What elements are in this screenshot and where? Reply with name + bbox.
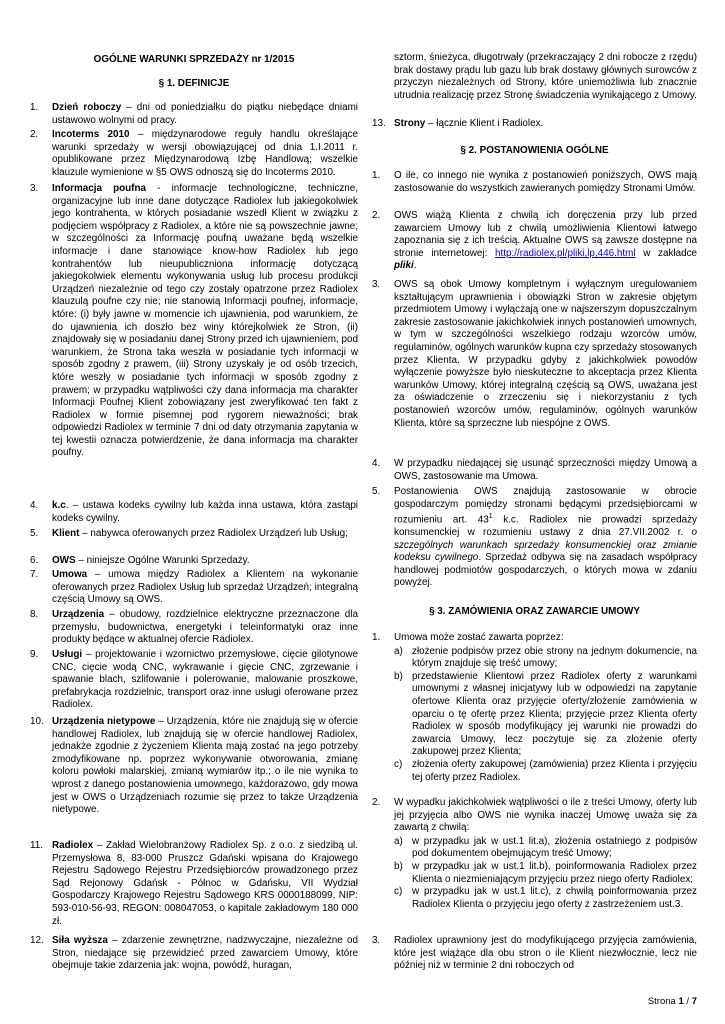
definition-item bbox=[30, 840, 358, 928]
orders-text: W wypadku jakichkolwiek wątpliwości o ile z treści Umowy, oferty lub jej przyjęcia albo OWS nie wynika inaczej Umowę uważa się za zawartą z chwilą: bbox=[394, 797, 697, 834]
sub-item-letter: b) bbox=[394, 670, 403, 682]
definition-text: – międzynarodowe reguły handlu określające warunki sprzedaży w wersji obowiązującej od dnia 1.I.2011 r. opublikowane przez Międzynarodową Izbę Handlową; wszelkie klauzule wymienione w §5 OWS odnoszą się do Incoterms 2010. bbox=[52, 129, 358, 178]
item-number: 5. bbox=[30, 528, 39, 539]
item-number: 2. bbox=[30, 129, 39, 140]
definition-item bbox=[30, 129, 358, 179]
general-text-emphasis: pliki bbox=[394, 260, 414, 272]
sub-item-letter: a) bbox=[394, 835, 403, 847]
definition-term: Incoterms 2010 bbox=[52, 129, 130, 140]
item-number: 10. bbox=[30, 716, 44, 727]
section-heading-orders: § 3. ZAMÓWIENIA ORAZ ZAWARCIE UMOWY bbox=[429, 606, 640, 617]
definition-item bbox=[372, 118, 697, 131]
definition-text: – umowa między Radiolex a Klientem na wykonanie oferowanych przez Radiolex Usług lub sprzedaż Urządzeń; integralną częścią Umowy są OWS. bbox=[52, 569, 358, 606]
general-item bbox=[372, 170, 697, 195]
definition-term: Umowa bbox=[52, 569, 88, 580]
sub-item bbox=[394, 671, 697, 759]
item-number: 2. bbox=[372, 210, 381, 221]
definition-term: Dzień roboczy bbox=[52, 102, 122, 113]
item-number: 1. bbox=[372, 632, 381, 643]
sub-item-letter: c) bbox=[394, 758, 403, 770]
definition-text: – Urządzenia, które nie znajdują się w ofercie handlowej Radiolex, lub znajdują się w ofercie handlowej Radiolex, jednakże zgodnie z życzeniem Klienta mają zostać na jego potrzeby zmodyfikowane np. poprzez wykonywanie otworowania, zmianę koloru powłoki malarskiej, zmianą wymiarów itp.; o ile nie wynika to wprost z danego postanowienia umownego, każdorazowo, gdy mowa jest w OWS o Urządzeniach rozumie się przez to także Urządzenia nietypowe. bbox=[52, 716, 358, 816]
general-text-italic: o szczególnych warunkach sprzedaży konsumenckiej oraz zmianie kodeksu cywilnego bbox=[394, 527, 697, 564]
definition-item bbox=[30, 716, 358, 817]
definition-item bbox=[30, 649, 358, 712]
superscript: 1 bbox=[488, 513, 493, 521]
document-title: OGÓLNE WARUNKI SPRZEDAŻY nr 1/2015 bbox=[93, 54, 295, 65]
definition-term: Usługi bbox=[52, 649, 83, 660]
orders-item bbox=[372, 935, 697, 973]
item-number: 8. bbox=[30, 609, 39, 620]
item-number: 6. bbox=[30, 555, 39, 566]
general-text: Postanowienia OWS znajdują zastosowanie w obrocie gospodarczym pomiędzy stronami będącymi przedsiębiorcami w rozumieniu art. 43 bbox=[394, 486, 697, 526]
item-number: 12. bbox=[30, 935, 44, 946]
definition-text: – obudowy, rozdzielnice elektryczne przeznaczone dla przemysłu, budownictwa, energetyki i teleinformatyki oraz inne produkty będące w aktualnej ofercie Radiolex. bbox=[52, 609, 358, 646]
general-item bbox=[372, 486, 697, 590]
sub-item-letter: b) bbox=[394, 860, 403, 872]
sub-item-text: w przypadku jak w ust.1 lit.b), poinformowania Radiolex przez Klienta o niezmieniającym przyjęciu przez niego oferty Radiolex; bbox=[412, 860, 697, 885]
definition-text: . – ustawa kodeks cywilny lub każda inna ustawa, która zastąpi kodeks cywilny. bbox=[52, 500, 358, 524]
definition-term: Klient bbox=[52, 528, 80, 539]
sub-item bbox=[394, 886, 697, 911]
sub-item-text: złożenia oferty zakupowej (zamówienia) przez Klienta i przyjęciu tej oferty przez Radiolex. bbox=[412, 758, 697, 783]
sub-item bbox=[394, 861, 697, 886]
item-number: 4. bbox=[30, 500, 39, 511]
sub-item-letter: c) bbox=[394, 886, 403, 898]
item-number: 3. bbox=[372, 279, 381, 290]
orders-item bbox=[372, 797, 697, 911]
item-number: 2. bbox=[372, 797, 381, 808]
sub-item-text: przedstawienie Klientowi przez Radiolex oferty z warunkami umownymi z własnej inicjatywy lub w odpowiedzi na zapytanie ofertowe Klienta oraz przyjęcie oferty/złożenie zamówienia w oparciu o tę ofertę przez Klienta; przyjęcie przez Klienta oferty Radiolex w sposób modyfikujący jej warunki nie prowadzi do zawarcia Umowy, lecz poczytuje się za złożenie oferty zakupowej przez Klienta; bbox=[412, 670, 697, 758]
definition-term: Informacja poufna bbox=[52, 183, 146, 194]
section-heading-general: § 2. POSTANOWIENIA OGÓLNE bbox=[460, 145, 609, 156]
orders-text: Umowa może zostać zawarta poprzez: bbox=[394, 632, 564, 643]
definition-text: sztorm, śnieżyca, długotrwały (przekraczający 2 dni robocze z rzędu) brak dostawy prądu lub gazu lub brak dostawy głównych surowców z przyczyn niezależnych od Strony, które uniemożliwia lub znacznie utrudnia realizację przez Stronę świadczenia wynikającego z Umowy. bbox=[394, 52, 697, 101]
definition-term: Urządzenia nietypowe bbox=[52, 716, 156, 727]
item-number: 1. bbox=[30, 102, 39, 113]
section-heading-definitions: § 1. DEFINICJE bbox=[158, 78, 230, 89]
general-text: k.c. Radiolex nie prowadzi sprzedaży konsumenckiej w rozumieniu ustawy z dnia 27.VII.2002 r. bbox=[394, 514, 697, 539]
general-text: OWS wiążą Klienta z chwilą ich doręczenia przy lub przed zawarciem Umowy lub z chwilą umożliwienia Klientowi łatwego zapoznania się z ich treścią. Aktualne OWS są zawsze dostępne na stronie internetowej: bbox=[394, 210, 697, 259]
sub-item bbox=[394, 759, 697, 784]
orders-item bbox=[372, 632, 697, 784]
definition-item bbox=[30, 555, 358, 568]
general-text: . bbox=[413, 260, 417, 272]
definition-text: – nabywca oferowanych przez Radiolex Urządzeń lub Usług; bbox=[79, 528, 348, 539]
sub-item-letter: a) bbox=[394, 645, 403, 657]
orders-text: Radiolex uprawniony jest do modyfikującego przyjęcia zamówienia, które jest wiążące dla obu stron o ile Klient niezwłocznie, lecz nie później niż w terminie 2 dni roboczych od bbox=[394, 935, 697, 972]
definition-item bbox=[30, 569, 358, 607]
definition-text: – projektowanie i wzornictwo przemysłowe, cięcie gilotynowe CNC, cięcie wodą CNC, wykrawanie i gięcie CNC, zgrzewanie i spawanie blach, szlifowanie i polerowanie, malowanie proszkowe, prefabrykacja rozdzielnic, transport oraz inne usługi oferowane przez Radiolex. bbox=[52, 649, 358, 711]
general-text: O ile, co innego nie wynika z postanowień poniższych, OWS mają zastosowanie do wszystkich zawieranych pomiędzy Stronami Umów. bbox=[394, 170, 697, 194]
page-separator: / bbox=[683, 996, 692, 1007]
definition-text: – dni od poniedziałku do piątku niebędące dniami ustawowo wolnymi od pracy. bbox=[52, 102, 358, 126]
item-number: 3. bbox=[372, 935, 381, 946]
definition-item bbox=[30, 500, 358, 525]
page-label: Strona bbox=[647, 996, 679, 1007]
sub-item bbox=[394, 836, 697, 861]
definition-text: - informacje technologiczne, techniczne, organizacyjne lub inne dane dotyczące Radiolex lub jakiegokolwiek jego kontrahenta, w których posiadanie wszedł Klient w związku z podjęciem współpracy z Radiolex, a które nie są powszechnie jawne; w szczególności za Informację poufną uważane będą wszelkie informacje i dane stanowiące know-how Radiolex lub jego kontrahentów lub nieupubliczniona informację dotyczącą jakiegokolwiek elementu wykonywania usług lub procesu produkcji Urządzeń niezależnie od tego czy zostały opatrzone przez Radiolex klauzulą poufne czy nie; nie stanowią Informacji poufnej, informacje, które: (i) były jawne w momencie ich ujawnienia, pod warunkiem, że do ujawnienia ich doszło bez winy którejkolwiek ze Stron, (ii) znajdowały się w posiadaniu danej Strony przed ich ujawnieniem, pod warunkiem, że Strona taka weszła w posiadanie tych informacji w sposób zgodny z prawem, (iii) Strony uzyskały je od osób trzecich, które weszły w posiadanie tych informacji w sposób zgodny z prawem; w przypadku wątpliwości czy dana informacja ma charakter Informacji Poufnej Klient zobowiązany jest zweryfikować ten fakt z Radiolex w formie pisemnej pod rygorem nieważności; brak odpowiedzi Radiolex w terminie 7 dni od daty otrzymania zapytania w tej kwestii oznacza potwierdzenie, że dana informacja ma charakter poufny. bbox=[52, 183, 358, 459]
definition-term: k.c bbox=[52, 500, 66, 511]
definition-text: – łącznie Klient i Radiolex. bbox=[425, 118, 544, 129]
definition-term: Radiolex bbox=[52, 840, 94, 851]
general-item bbox=[372, 210, 697, 273]
item-number: 13. bbox=[372, 118, 386, 129]
definition-continuation bbox=[372, 52, 697, 102]
general-text: w zakładce bbox=[635, 247, 697, 259]
general-item bbox=[372, 458, 697, 483]
definition-term: Strony bbox=[394, 118, 426, 129]
item-number: 3. bbox=[30, 183, 39, 194]
sub-item-text: złożenie podpisów przez obie strony na jednym dokumencie, na którym znajduje się treść umowy; bbox=[412, 645, 697, 670]
general-item bbox=[372, 279, 697, 430]
definition-term: OWS bbox=[52, 555, 76, 566]
page-footer bbox=[648, 996, 697, 1007]
definition-item bbox=[30, 183, 358, 460]
item-number: 11. bbox=[30, 840, 43, 851]
definition-item bbox=[30, 609, 358, 647]
item-number: 5. bbox=[372, 486, 381, 497]
definition-term: Urządzenia bbox=[52, 609, 105, 620]
definition-item bbox=[30, 528, 358, 541]
definition-text: – Zakład Wielobranżowy Radiolex Sp. z o.o. z siedzibą ul. Przemysłowa 8, 83-000 Pruszcz Gdański wpisana do Krajowego Rejestru Sądowego Rejestru Przedsiębiorców prowadzonego przez Sąd Rejonowy Gdańsk - Północ w Gdańsku, VII Wydział Gospodarczy Krajowego Rejestru Sądowego KRS 0000188099, NIP: 593-010-56-93, REGON: 008047053, o kapitale zakładowym 180 000 zł. bbox=[52, 840, 358, 927]
sub-item-text: w przypadku jak w ust.1 lit.c), z chwilą poinformowania przez Radiolex Klienta o przyjęciu jego oferty z zastrzeżeniem ust.3. bbox=[412, 886, 697, 910]
definition-text: – zdarzenie zewnętrzne, nadzwyczajne, niezależne od Stron, niedające się przewidzieć przed zawarciem Umowy, które obejmuje takie zdarzenia jak: wojna, powódź, huragan, bbox=[52, 935, 359, 972]
item-number: 9. bbox=[30, 649, 39, 660]
item-number: 4. bbox=[372, 458, 381, 469]
item-number: 1. bbox=[372, 170, 381, 181]
item-number: 7. bbox=[30, 569, 39, 580]
definition-item bbox=[30, 102, 358, 127]
definition-item bbox=[30, 935, 358, 973]
sub-item-text: w przypadku jak w ust.1 lit.a), złożenia ostatniego z podpisów pod dokumentem obejmującym treść Umowy; bbox=[412, 835, 697, 860]
general-text: . Sprzedaż odbywa się na zasadach współpracy handlowej podmiotów gospodarczych, o których mowa w zdaniu powyżej. bbox=[394, 552, 698, 589]
definition-text: – niniejsze Ogólne Warunki Sprzedaży. bbox=[75, 555, 250, 566]
general-text: W przypadku niedającej się usunąć sprzeczności między Umową a OWS, zastosowanie ma Umowa. bbox=[394, 458, 697, 482]
definition-term: Siła wyższa bbox=[52, 935, 108, 946]
website-link[interactable]: http://radiolex.pl/pliki,lp,446.html bbox=[495, 247, 636, 259]
page-total: 7 bbox=[691, 996, 697, 1007]
general-text: OWS są obok Umowy kompletnym i wyłącznym uregulowaniem kształtującym uprawnienia i obowiązki Stron w zakresie objętym przedmiotem Umowy i wyłączają one w najszerszym dopuszczalnym zakresie zastosowanie jakichkolwiek innych postanowień umownych, w tym w szczególności wszelkiego rodzaju wzorców umów, regulaminów, ogólnych warunków kupna czy sprzedaży stosowanych przez Klienta. W przypadku gdyby z jakichkolwiek powodów wyłączenie powyższe było nieskuteczne to akceptacja przez Klienta warunków Umowy, której integralną częścią są OWS, uważana jest za oświadczenie o zrzeczeniu się i niekorzystaniu z tych postanowień wzorców umów, regulaminów, ogólnych warunków Klienta, które są sprzeczne lub niespójne z OWS. bbox=[394, 279, 697, 429]
page-number: 1 bbox=[678, 996, 684, 1007]
sub-item bbox=[394, 646, 697, 671]
